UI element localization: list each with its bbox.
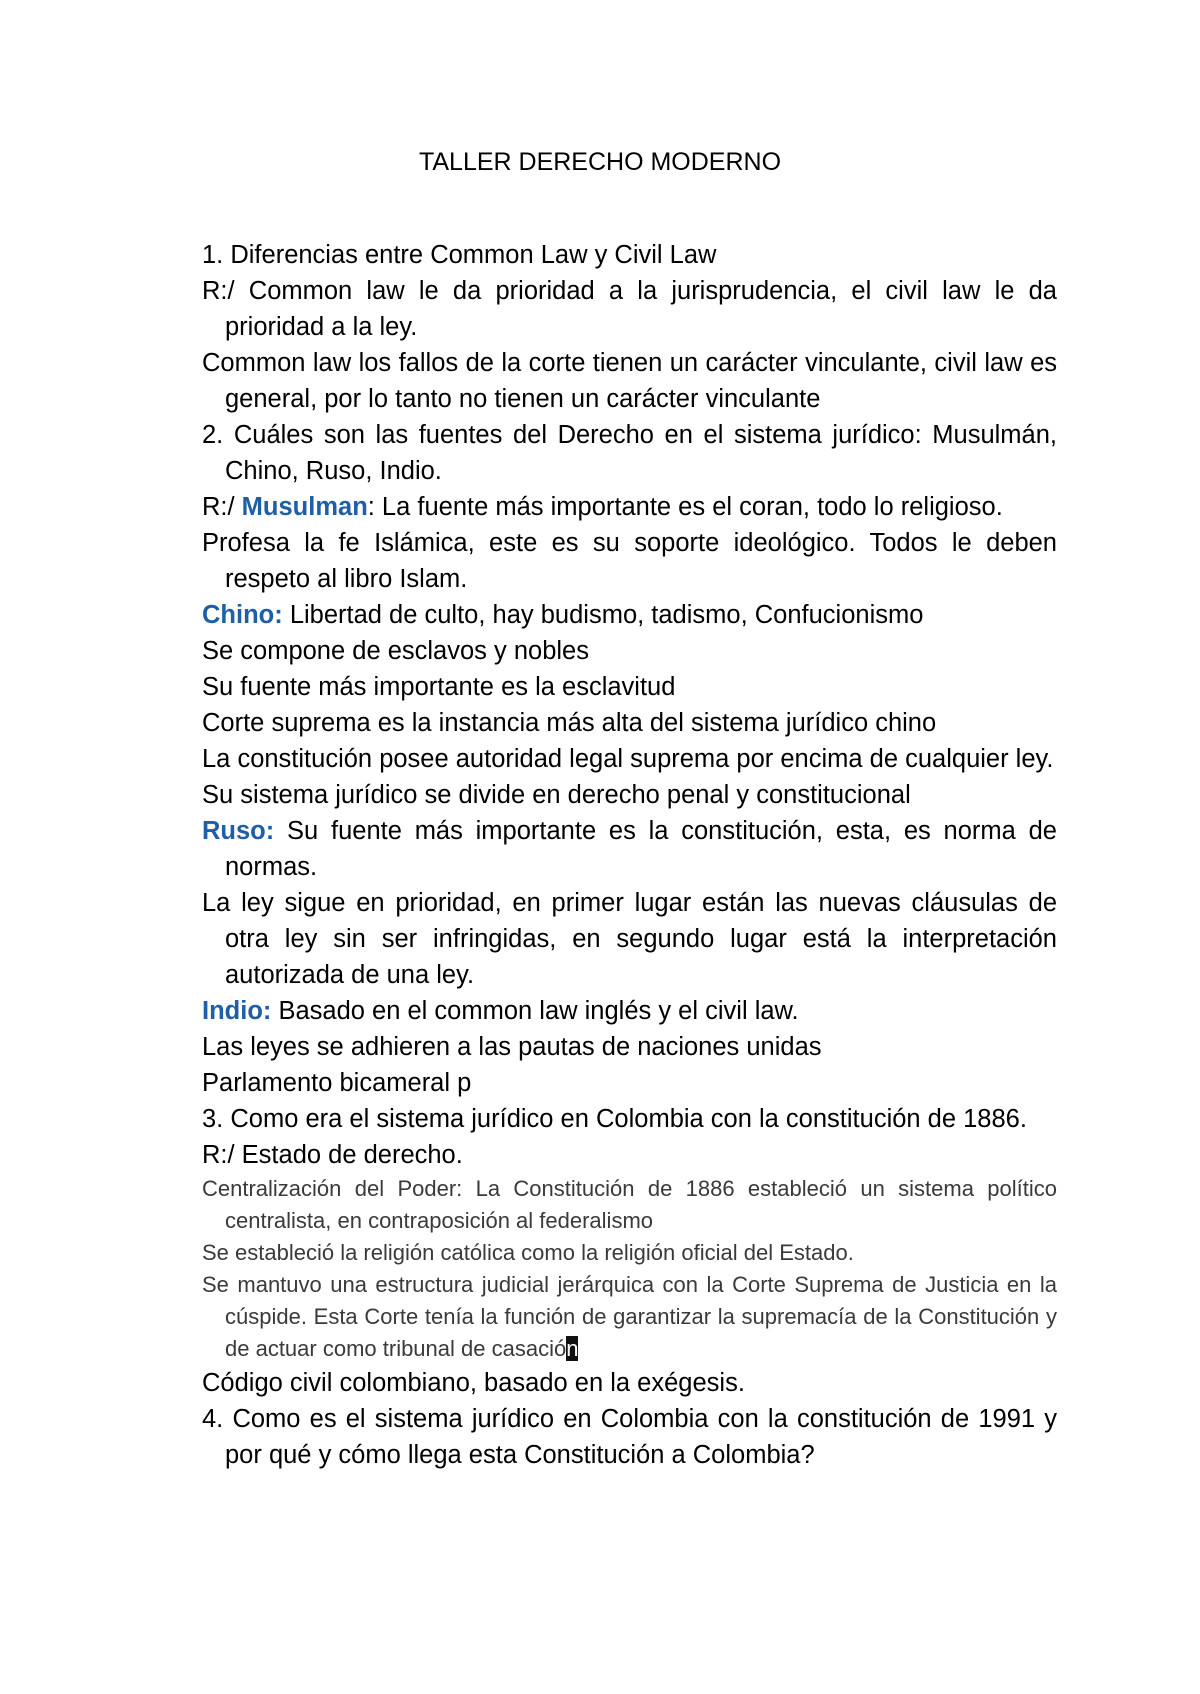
text-cursor: n [566,1336,579,1361]
label-musulman: Musulman [241,493,368,521]
closing-3: Código civil colombiano, basado en la exégesis. [202,1369,745,1397]
chino-line: Se compone de esclavos y nobles [202,637,589,665]
answer-musulman [202,489,1057,525]
answer-1b: Common law los fallos de la corte tienen un carácter vinculante, civil law es general, por lo tanto no tienen un carácter vinculante [202,349,1057,413]
detail-line: Centralización del Poder: La Constitución de 1886 estableció un sistema político centralista, en contraposición al federalismo [202,1176,1057,1233]
detail-line: Se estableció la religión católica como la religión oficial del Estado. [202,1240,854,1265]
chino-line: Su sistema jurídico se divide en derecho penal y constitucional [202,781,911,809]
indio-line: Las leyes se adhieren a las pautas de naciones unidas [202,1033,822,1061]
chino-line: Su fuente más importante es la esclavitud [202,673,676,701]
answer-1a: R:/ Common law le da prioridad a la jurisprudencia, el civil law le da prioridad a la ley. [202,277,1057,341]
question-3: 3. Como era el sistema jurídico en Colombia con la constitución de 1886. [202,1105,1027,1133]
answer-chino [202,597,1057,633]
text-indio: Basado en el common law inglés y el civil law. [271,997,799,1025]
label-chino: Chino: [202,601,283,629]
chino-line: Corte suprema es la instancia más alta del sistema jurídico chino [202,709,937,737]
chino-line: La constitución posee autoridad legal suprema por encima de cualquier ley. [202,745,1054,773]
question-4: 4. Como es el sistema jurídico en Colombia con la constitución de 1991 y por qué y cómo llega esta Constitución a Colombia? [202,1405,1057,1469]
question-2: 2. Cuáles son las fuentes del Derecho en el sistema jurídico: Musulmán, Chino, Ruso, Indio. [202,421,1057,485]
question-1: 1. Diferencias entre Common Law y Civil Law [202,241,717,269]
document-title: TALLER DERECHO MODERNO [418,148,782,176]
answer-3: R:/ Estado de derecho. [202,1141,463,1169]
answer-ruso [202,813,1057,885]
text-ruso: Su fuente más importante es la constitución, esta, es norma de normas. [225,817,1057,881]
text-chino: Libertad de culto, hay budismo, tadismo, Confucionismo [282,601,924,629]
label-indio: Indio: [202,997,272,1025]
document-body [202,237,1057,1473]
answer-indio [202,993,1057,1029]
musulman-more: Profesa la fe Islámica, este es su soporte ideológico. Todos le deben respeto al libro Islam. [202,529,1057,593]
label-ruso: Ruso: [202,817,275,845]
detail-last-text: Se mantuvo una estructura judicial jerárquica con la Corte Suprema de Justicia en la cúspide. Esta Corte tenía la función de garantizar la supremacía de la Constitución y de actuar como tribunal de casació [202,1272,1057,1361]
indio-line: Parlamento bicameral p [202,1069,472,1097]
ruso-more: La ley sigue en prioridad, en primer lugar están las nuevas cláusulas de otra ley sin ser infringidas, en segundo lugar está la interpretación autorizada de una ley. [202,889,1057,989]
text-musulman: : La fuente más importante es el coran, todo lo religioso. [367,493,1003,521]
answer-prefix: R:/ [202,493,242,521]
detail-line-last [202,1269,1057,1365]
